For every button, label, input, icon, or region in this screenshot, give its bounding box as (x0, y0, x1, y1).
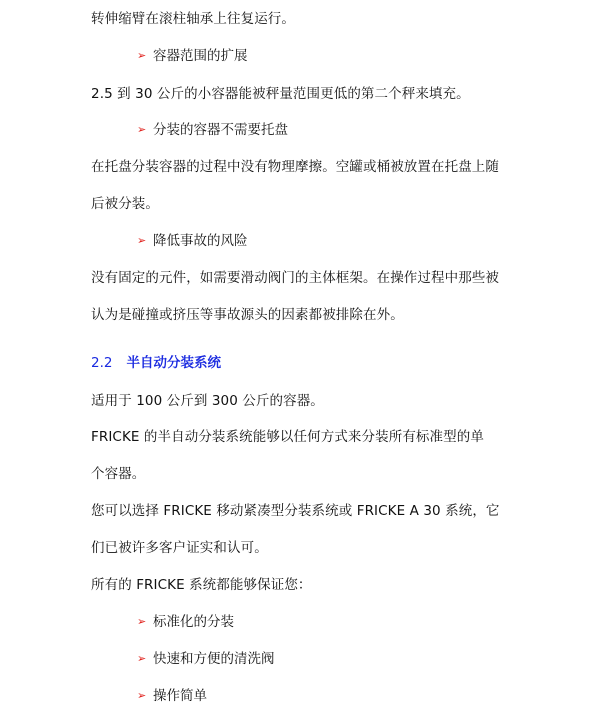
bullet-label: 标准化的分装 (153, 614, 234, 630)
bullet-label: 快速和方便的清洗阀 (153, 651, 275, 667)
bullet-arrow-icon: ➢ (137, 689, 147, 702)
paragraph-line: 在托盘分装容器的过程中没有物理摩擦。空罐或桶被放置在托盘上随 (91, 159, 499, 175)
bullet-arrow-icon: ➢ (137, 49, 147, 62)
bullet-item (137, 612, 234, 632)
bullet-item (137, 649, 275, 669)
section-title: 半自动分装系统 (126, 355, 221, 371)
bullet-arrow-icon: ➢ (137, 652, 147, 665)
paragraph-line: 您可以选择 FRICKE 移动紧凑型分装系统或 FRICKE A 30 系统，它 (91, 503, 500, 519)
bullet-label: 分装的容器不需要托盘 (153, 122, 288, 138)
bullet-arrow-icon: ➢ (137, 615, 147, 628)
paragraph-line: 适用于 100 公斤到 300 公斤的容器。 (91, 393, 324, 409)
bullet-arrow-icon: ➢ (137, 234, 147, 247)
paragraph-line: 后被分装。 (91, 196, 159, 212)
paragraph-line: 认为是碰撞或挤压等事故源头的因素都被排除在外。 (91, 307, 404, 323)
bullet-item (137, 46, 248, 66)
bullet-label: 降低事故的风险 (153, 233, 248, 249)
bullet-label: 操作简单 (153, 688, 207, 704)
paragraph-line: 所有的 FRICKE 系统都能够保证您： (91, 577, 312, 593)
bullet-item (137, 231, 248, 251)
paragraph-line: FRICKE 的半自动分装系统能够以任何方式来分装所有标准型的单 (91, 429, 484, 445)
paragraph-line: 没有固定的元件，如需要滑动阀门的主体框架。在操作过程中那些被 (91, 270, 499, 286)
section-heading (91, 353, 221, 373)
paragraph-line: 们已被许多客户证实和认可。 (91, 540, 268, 556)
paragraph-line: 个容器。 (91, 466, 146, 482)
bullet-item (137, 686, 207, 706)
paragraph-line: 2.5 到 30 公斤的小容器能被秤量范围更低的第二个秤来填充。 (91, 86, 470, 102)
bullet-item (137, 120, 288, 140)
bullet-arrow-icon: ➢ (137, 123, 147, 136)
paragraph-line: 转伸缩臂在滚柱轴承上往复运行。 (91, 11, 295, 27)
bullet-label: 容器范围的扩展 (153, 48, 248, 64)
section-number: 2.2 (91, 355, 113, 371)
